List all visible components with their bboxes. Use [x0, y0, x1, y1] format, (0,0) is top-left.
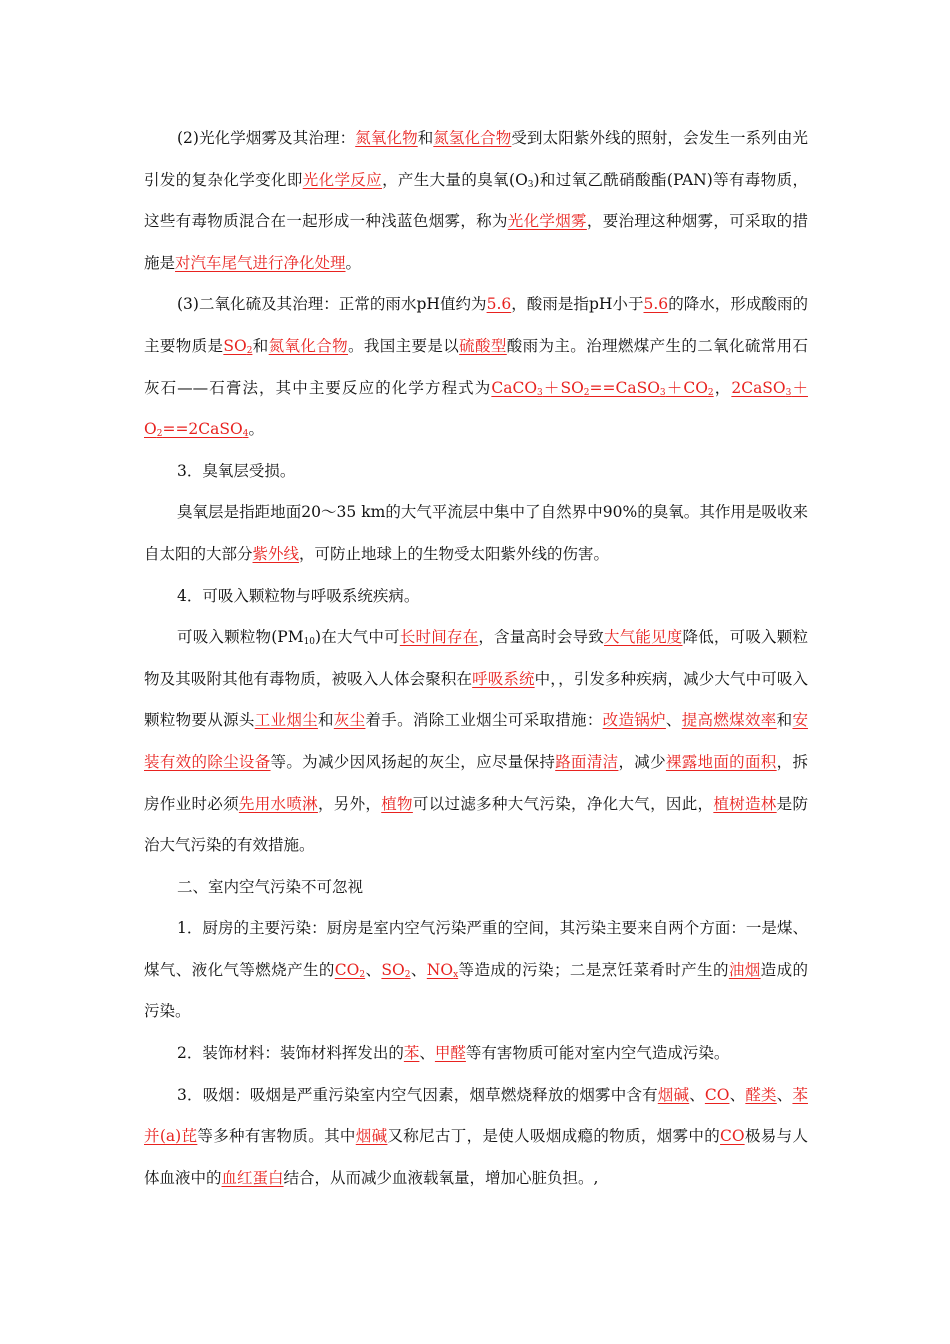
- answer-blank: CO: [704, 1085, 730, 1104]
- paragraph-photochemical-smog: (2)光化学烟雾及其治理：氮氧化物和氮氢化合物受到太阳紫外线的照射，会发生一系列由光引发的复杂化学变化即光化学反应，产生大量的臭氧$(O_3)$和过氧乙酰硝酸酯(PAN)等有毒物质，这些有毒物质混合在一起形成一种浅蓝色烟雾，称为光化学烟雾，要治理这种烟雾，可采取的措施是对汽车尾气进行净化处理。: [144, 129, 808, 272]
- answer-blank: 5.6: [643, 295, 669, 314]
- paragraph-sulfur-dioxide: (3)二氧化硫及其治理：正常的雨水pH值约为5.6，酸雨是指pH小于5.6的降水，形成酸雨的主要物质是$SO_2$和氮氧化合物。我国主要是以硫酸型酸雨为主。治理燃煤产生的二氧化硫常用石灰石——石膏法，其中主要反应的化学方程式为$CaCO_3+SO_2==CaSO_3+CO_2$，$2CaSO_3+O_2==2CaSO_4$。: [144, 295, 808, 440]
- paragraph-kitchen-pollution: 1．厨房的主要污染：厨房是室内空气污染严重的空间，其污染主要来自两个方面：一是煤、煤气、液化气等燃烧产生的$CO_2$、$SO_2$、$NO_x$等造成的污染；二是烹饪菜肴时产生的油烟造成的污染。: [144, 919, 808, 1021]
- document-body: [144, 118, 808, 1199]
- answer-blank: $NO_x$: [426, 960, 459, 980]
- answer-blank: 改造锅炉: [602, 711, 666, 730]
- answer-blank: 紫外线: [252, 544, 300, 563]
- answer-blank: $SO_2$: [223, 336, 253, 356]
- answer-blank: 呼吸系统: [472, 669, 535, 688]
- answer-blank: 氮氢化合物: [433, 129, 512, 147]
- paragraph-ozone-layer: 臭氧层是指距地面20～35 km的大气平流层中集中了自然界中90%的臭氧。其作用是吸收来自太阳的大部分紫外线，可防止地球上的生物受太阳紫外线的伤害。: [144, 503, 808, 563]
- answer-blank: 工业烟尘: [254, 711, 318, 730]
- paragraph-decoration-materials: 2．装饰材料：装饰材料挥发出的苯、甲醛等有害物质可能对室内空气造成污染。: [177, 1044, 730, 1063]
- answer-blank: 提高燃煤效率: [681, 711, 777, 730]
- equation-1: $CaCO_3+SO_2==CaSO_3+CO_2$: [491, 378, 714, 398]
- answer-blank: 醛类: [745, 1085, 777, 1104]
- answer-blank: $CO_2$: [334, 960, 366, 980]
- answer-blank: 5.6: [486, 295, 512, 314]
- answer-blank: 烟碱: [657, 1085, 690, 1104]
- heading-ozone-layer: 3．臭氧层受损。: [177, 461, 296, 480]
- answer-blank: 苯: [403, 1044, 420, 1063]
- answer-blank: 植物: [381, 794, 413, 813]
- answer-blank: 氮氧化合物: [268, 336, 349, 355]
- answer-blank: 光化学反应: [302, 170, 383, 189]
- answer-blank: 灰尘: [333, 711, 366, 730]
- answer-blank: 氮氧化物: [355, 129, 418, 147]
- answer-blank: 植树造林: [713, 794, 777, 813]
- equation-2: $2CaSO_3+O_2==2CaSO_4$: [144, 378, 808, 440]
- paragraph-particulate-matter: 可吸入颗粒物$(PM_{10})$在大气中可长时间存在，含量高时会导致大气能见度降低，可吸入颗粒物及其吸附其他有毒物质，被吸入人体会聚积在呼吸系统中，，引发多种疾病，减少大气中可吸入颗粒物要从源头工业烟尘和灰尘着手。消除工业烟尘可采取措施：改造锅炉、提高燃煤效率和安装有效的除尘设备等。为减少因风扬起的灰尘，应尽量保持路面清洁，减少裸露地面的面积，拆房作业时必须先用水喷淋，另外，植物可以过滤多种大气污染，净化大气，因此，植树造林是防治大气污染的有效措施。: [144, 628, 808, 855]
- answer-blank: 烟碱: [355, 1127, 388, 1146]
- answer-blank: 硫酸型: [459, 336, 507, 355]
- answer-blank: 甲醛: [434, 1044, 466, 1063]
- answer-blank: 血红蛋白: [221, 1168, 284, 1187]
- answer-blank: $SO_2$: [381, 960, 411, 980]
- answer-blank: 对汽车尾气进行净化处理: [175, 253, 346, 272]
- heading-particulate-matter: 4．可吸入颗粒物与呼吸系统疾病。: [177, 586, 420, 605]
- answer-blank: 大气能见度: [603, 628, 683, 647]
- answer-blank: 安装有效的除尘设备: [144, 711, 808, 771]
- answer-blank: CO: [720, 1127, 745, 1146]
- answer-blank: 长时间存在: [399, 628, 479, 647]
- answer-blank: 油烟: [728, 960, 761, 979]
- section-heading-indoor-pollution: 二、室内空气污染不可忽视: [177, 877, 364, 896]
- answer-blank: 先用水喷淋: [238, 794, 318, 813]
- answer-blank: 路面清洁: [555, 752, 619, 771]
- answer-blank: 苯并(a)芘: [144, 1085, 808, 1146]
- answer-blank: 裸露地面的面积: [665, 752, 777, 771]
- paragraph-smoking: 3．吸烟：吸烟是严重污染室内空气因素，烟草燃烧释放的烟雾中含有烟碱、CO、醛类、苯并(a)芘等多种有害物质。其中烟碱又称尼古丁，是使人吸烟成瘾的物质，烟雾中的CO极易与人体血液中的血红蛋白结合，从而减少血液载氧量，增加心脏负担。,: [144, 1085, 808, 1187]
- answer-blank: 光化学烟雾: [507, 212, 587, 231]
